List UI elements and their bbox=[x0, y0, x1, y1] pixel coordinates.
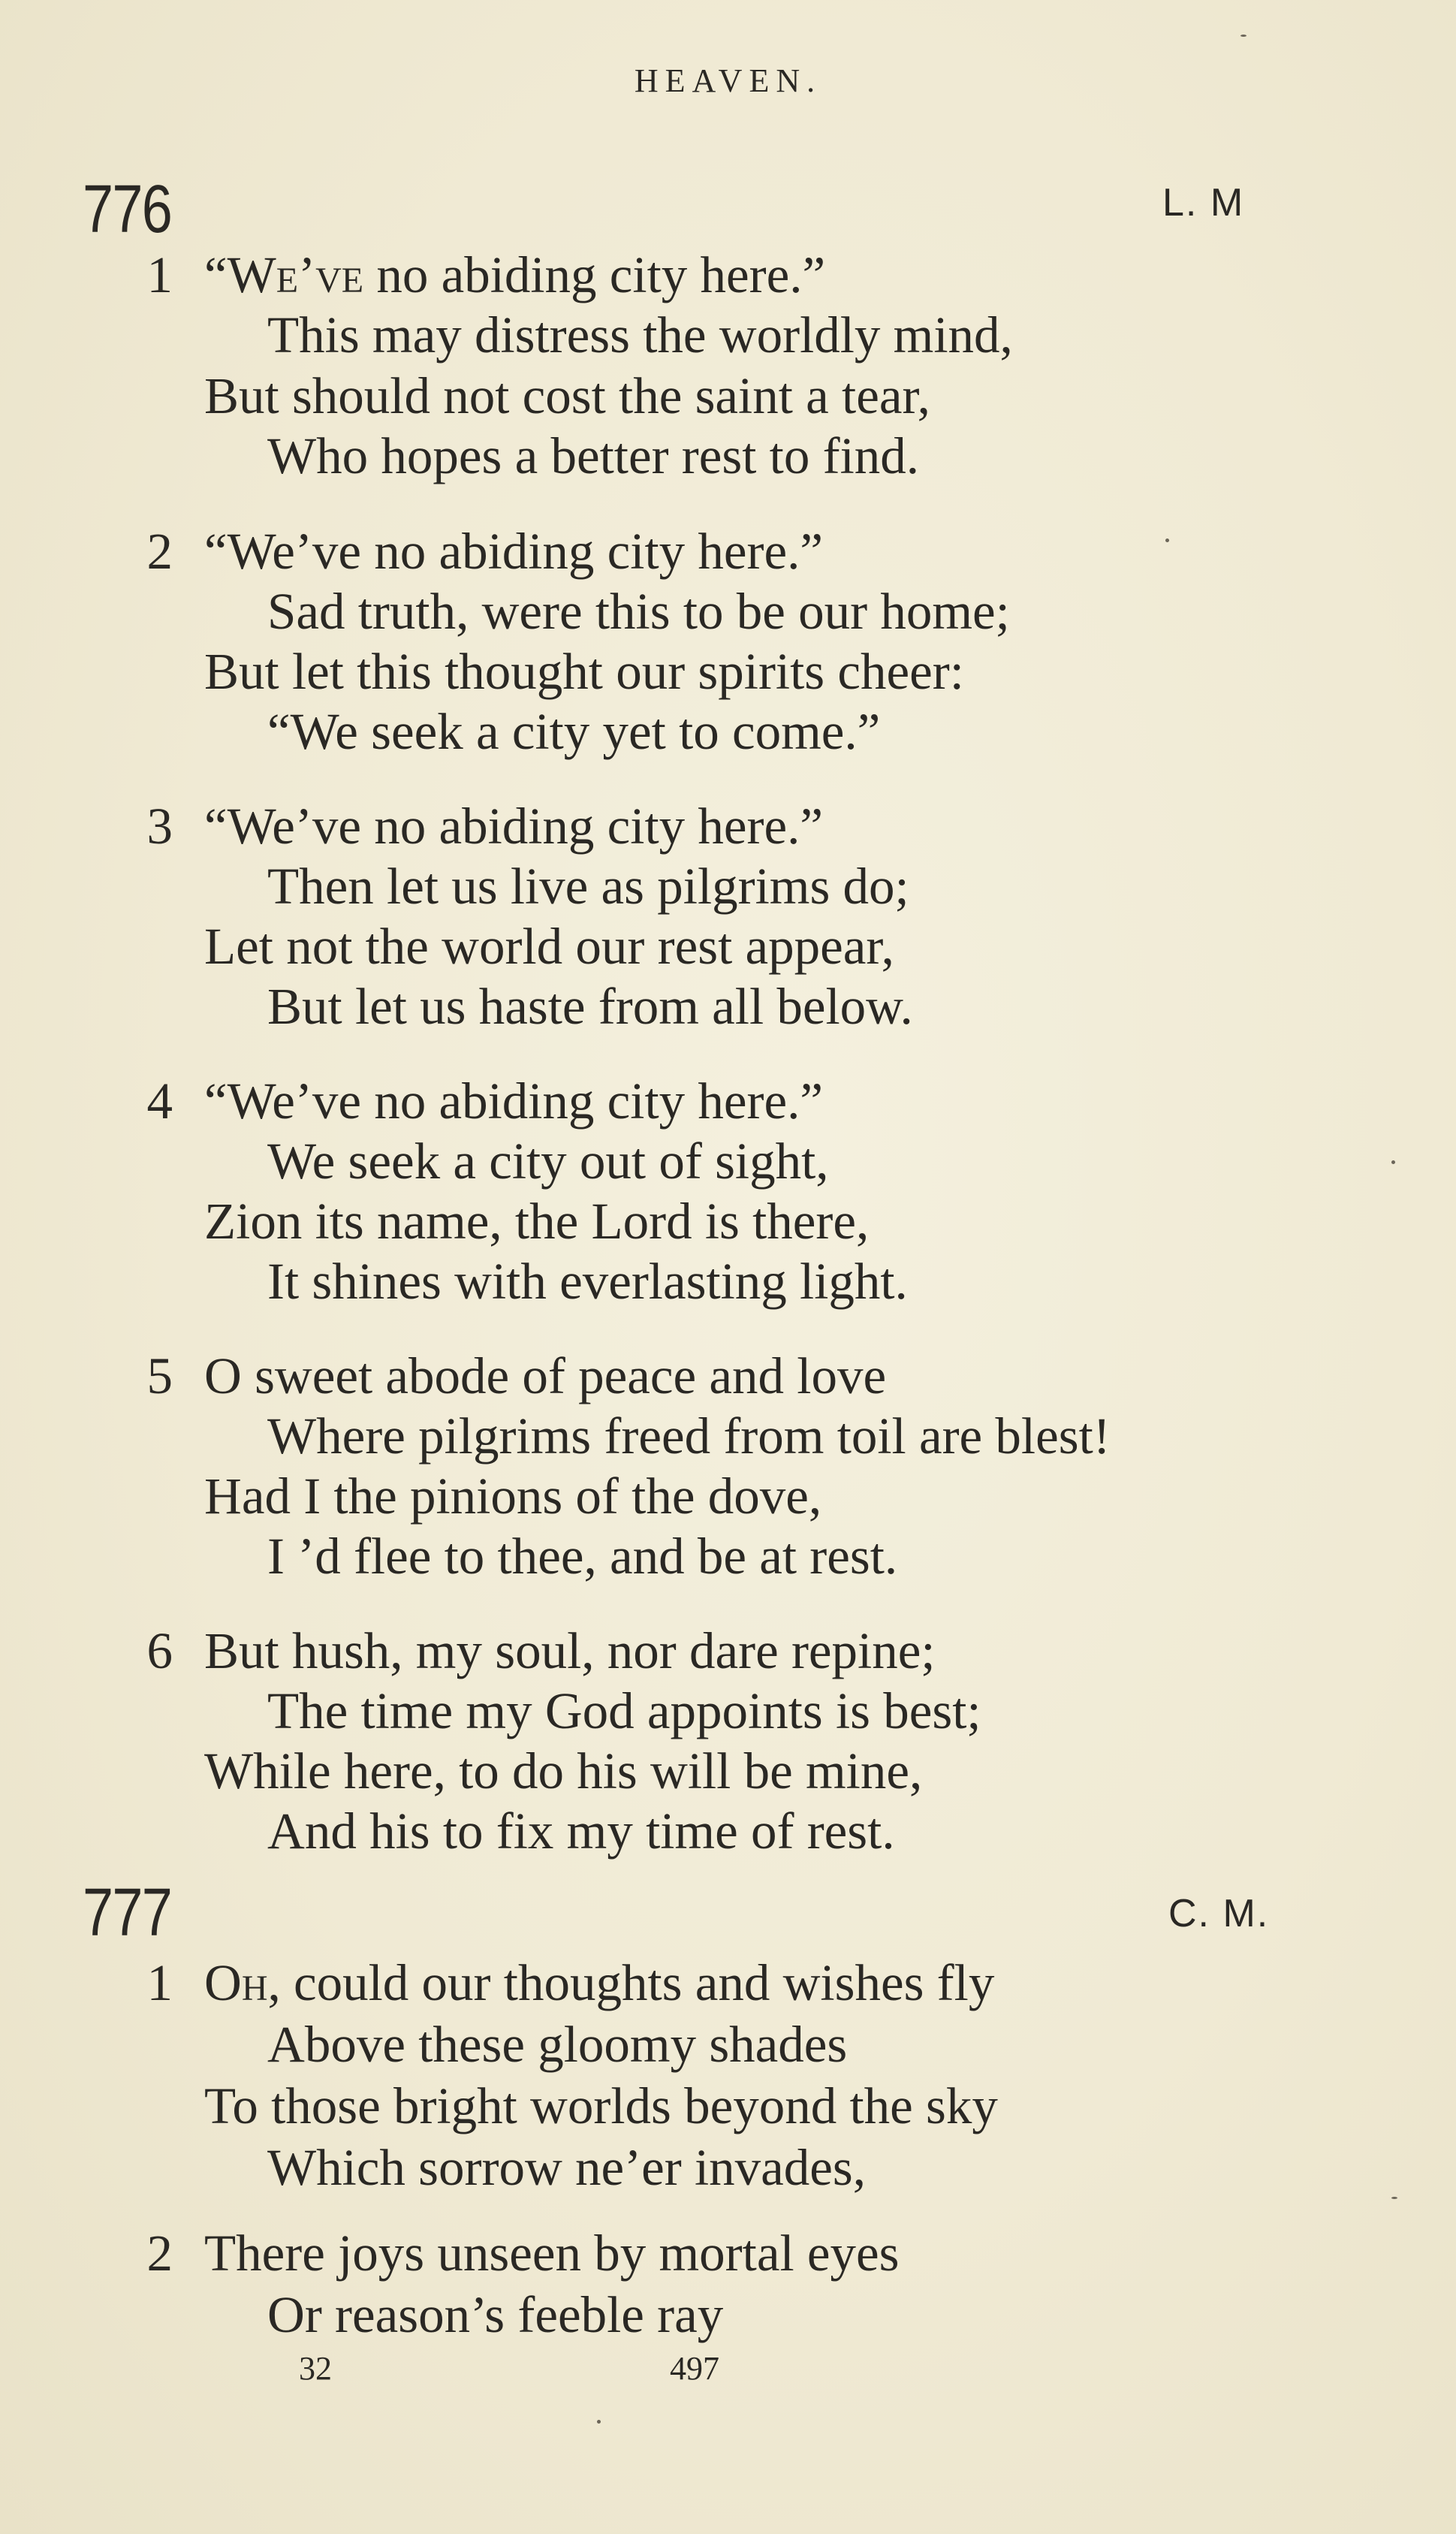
verse-line: Oh, could our thoughts and wishes fly bbox=[204, 1954, 995, 2011]
verse-line: Had I the pinions of the dove, bbox=[204, 1468, 822, 1525]
paper-speck bbox=[1391, 1160, 1395, 1164]
hymn-number: 777 bbox=[83, 1875, 172, 1950]
verse-line: “We’ve no abiding city here.” bbox=[204, 246, 826, 303]
verse-line: But let this thought our spirits cheer: bbox=[204, 643, 964, 700]
verse-number: 6 bbox=[146, 1622, 173, 1679]
verse-line: While here, to do his will be mine, bbox=[204, 1742, 923, 1799]
verse-line: To those bright worlds beyond the sky bbox=[204, 2077, 998, 2134]
verse-line: But let us haste from all below. bbox=[267, 978, 913, 1035]
verse-line: Or reason’s feeble ray bbox=[267, 2286, 724, 2343]
verse-number: 1 bbox=[146, 1954, 173, 2011]
running-head: HEAVEN. bbox=[634, 62, 822, 99]
verse-line: “We’ve no abiding city here.” bbox=[204, 798, 823, 855]
verse-line: This may distress the worldly mind, bbox=[267, 306, 1013, 364]
verse-line: I ’d flee to thee, and be at rest. bbox=[267, 1528, 898, 1585]
verse-line: It shines with everlasting light. bbox=[267, 1253, 908, 1310]
paper-speck bbox=[597, 2420, 601, 2424]
hymn-number: 776 bbox=[83, 172, 172, 247]
verse-line: And his to fix my time of rest. bbox=[267, 1802, 895, 1860]
verse-number: 2 bbox=[146, 2225, 173, 2282]
verse-line: “We’ve no abiding city here.” bbox=[204, 523, 823, 580]
verse-line: “We seek a city yet to come.” bbox=[267, 703, 881, 760]
verse-number: 4 bbox=[146, 1072, 173, 1130]
hymn-meter: L. M bbox=[1162, 181, 1245, 225]
paper-speck bbox=[1240, 35, 1246, 37]
signature-mark: 32 bbox=[299, 2350, 332, 2387]
verse-line: Zion its name, the Lord is there, bbox=[204, 1193, 870, 1250]
verse-line: Which sorrow ne’er invades, bbox=[267, 2139, 867, 2196]
verse-line: Who hopes a better rest to find. bbox=[267, 427, 919, 484]
verse-number: 5 bbox=[146, 1347, 173, 1404]
verse-line: “We’ve no abiding city here.” bbox=[204, 1072, 823, 1130]
verse-line: Above these gloomy shades bbox=[267, 2016, 848, 2073]
verse-line: O sweet abode of peace and love bbox=[204, 1347, 887, 1404]
verse-line: Then let us live as pilgrims do; bbox=[267, 858, 909, 915]
verse-line: Sad truth, were this to be our home; bbox=[267, 583, 1010, 640]
paper-speck bbox=[1391, 2197, 1397, 2199]
paper-speck bbox=[1165, 538, 1169, 542]
hymn-meter: C. M. bbox=[1168, 1892, 1270, 1935]
verse-line: We seek a city out of sight, bbox=[267, 1133, 829, 1190]
verse-line: But should not cost the saint a tear, bbox=[204, 367, 930, 424]
verse-line: Let not the world our rest appear, bbox=[204, 918, 894, 975]
verse-line: The time my God appoints is best; bbox=[267, 1682, 981, 1739]
verse-number: 3 bbox=[146, 798, 173, 855]
verse-line: But hush, my soul, nor dare repine; bbox=[204, 1622, 936, 1679]
verse-number: 2 bbox=[146, 523, 173, 580]
verse-line: There joys unseen by mortal eyes bbox=[204, 2225, 900, 2282]
verse-line: Where pilgrims freed from toil are blest! bbox=[267, 1407, 1111, 1465]
verse-number: 1 bbox=[146, 246, 173, 303]
page-number: 497 bbox=[670, 2350, 719, 2387]
